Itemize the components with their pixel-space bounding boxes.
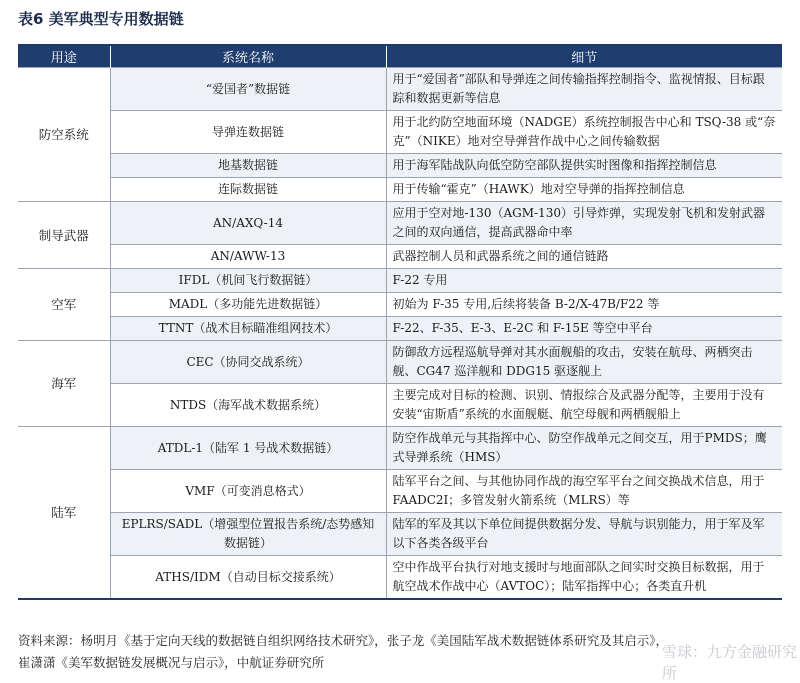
system-detail: 武器控制人员和武器系统之间的通信链路	[386, 245, 782, 269]
system-detail: F-22 专用	[386, 269, 782, 293]
system-detail: 应用于空对地-130（AGM-130）引导炸弹，实现发射飞机和发射武器之间的双向通信，提高武器命中率	[386, 202, 782, 245]
system-detail: 主要完成对目标的检测、识别、情报综合及武器分配等，主要用于没有安装“宙斯盾”系统的水面舰艇、航空母舰和两栖舰船上	[386, 384, 782, 427]
table-row	[18, 470, 782, 513]
system-detail: 防空作战单元与其指挥中心、防空作战单元之间交互，用于PMDS；鹰式导弹系统（HMS）	[386, 427, 782, 470]
table-row	[18, 293, 782, 317]
table-row	[18, 68, 782, 111]
system-detail: 陆军平台之间、与其他协同作战的海空军平台之间交换战术信息，用于 FAADC2I；多管发射火箭系统（MLRS）等	[386, 470, 782, 513]
system-detail: 空中作战平台执行对地支援时与地面部队之间实时交换目标数据，用于航空战术作战中心（AVTOC）；陆军指挥中心；各类直升机	[386, 556, 782, 600]
system-detail: 初始为 F-35 专用,后续将装备 B-2/X-47B/F22 等	[386, 293, 782, 317]
system-detail: 用于“爱国者”部队和导弹连之间传输指挥控制指令、监视情报、目标跟踪和数据更新等信息	[386, 68, 782, 111]
system-name: VMF（可变消息格式）	[110, 470, 386, 513]
system-detail: 陆军的军及其以下单位间提供数据分发、导航与识别能力，用于军及军以下各类各级平台	[386, 513, 782, 556]
source-line-1: 资料来源：杨明月《基于定向天线的数据链自组织网络技术研究》，张子龙《美国陆军战术数据链体系研究及其启示》，	[18, 633, 669, 648]
table-row	[18, 269, 782, 293]
category-air-force: 空军	[18, 269, 110, 341]
source-line-2: 崔潇潇《美军数据链发展概况与启示》，中航证券研究所	[18, 655, 325, 670]
system-name: AN/AXQ-14	[110, 202, 386, 245]
table-row	[18, 178, 782, 202]
system-name: ATHS/IDM（自动目标交接系统）	[110, 556, 386, 600]
category-navy: 海军	[18, 341, 110, 427]
system-name: IFDL（机间飞行数据链）	[110, 269, 386, 293]
system-detail: F-22、F-35、E-3、E-2C 和 F-15E 等空中平台	[386, 317, 782, 341]
system-name: CEC（协同交战系统）	[110, 341, 386, 384]
table-row	[18, 384, 782, 427]
category-guided-weapons: 制导武器	[18, 202, 110, 269]
table-row	[18, 202, 782, 245]
system-name: EPLRS/SADL（增强型位置报告系统/态势感知数据链）	[110, 513, 386, 556]
system-detail: 用于海军陆战队向低空防空部队提供实时图像和指挥控制信息	[386, 154, 782, 178]
header-system-name: 系统名称	[110, 45, 386, 68]
system-name: AN/AWW-13	[110, 245, 386, 269]
table-row	[18, 111, 782, 154]
system-detail: 用于北约防空地面环境（NADGE）系统控制报告中心和 TSQ-38 或“奈克”（NIKE）地对空导弹营作战中心之间传输数据	[386, 111, 782, 154]
table-row	[18, 513, 782, 556]
system-name: 地基数据链	[110, 154, 386, 178]
system-name: MADL（多功能先进数据链）	[110, 293, 386, 317]
table-row	[18, 427, 782, 470]
table-title: 表6 美军典型专用数据链	[18, 10, 184, 28]
system-detail: 防御敌方远程巡航导弹对其水面舰船的攻击，安装在航母、两栖突击舰、CG47 巡洋舰和 DDG15 驱逐舰上	[386, 341, 782, 384]
system-name: 连际数据链	[110, 178, 386, 202]
table-row	[18, 556, 782, 600]
system-name: ATDL-1（陆军 1 号战术数据链）	[110, 427, 386, 470]
system-detail: 用于传输“霍克”（HAWK）地对空导弹的指挥控制信息	[386, 178, 782, 202]
system-name: TTNT（战术目标瞄准组网技术）	[110, 317, 386, 341]
table-row	[18, 245, 782, 269]
table-row	[18, 317, 782, 341]
header-usage: 用途	[18, 45, 110, 68]
datalink-table	[18, 44, 782, 600]
watermark: 雪球：九方金融研究所	[662, 643, 798, 682]
table-row	[18, 154, 782, 178]
header-detail: 细节	[386, 45, 782, 68]
category-air-defense: 防空系统	[18, 68, 110, 202]
system-name: NTDS（海军战术数据系统）	[110, 384, 386, 427]
system-name: 导弹连数据链	[110, 111, 386, 154]
category-army: 陆军	[18, 427, 110, 600]
system-name: “爱国者”数据链	[110, 68, 386, 111]
table-row	[18, 341, 782, 384]
header-row	[18, 45, 782, 68]
